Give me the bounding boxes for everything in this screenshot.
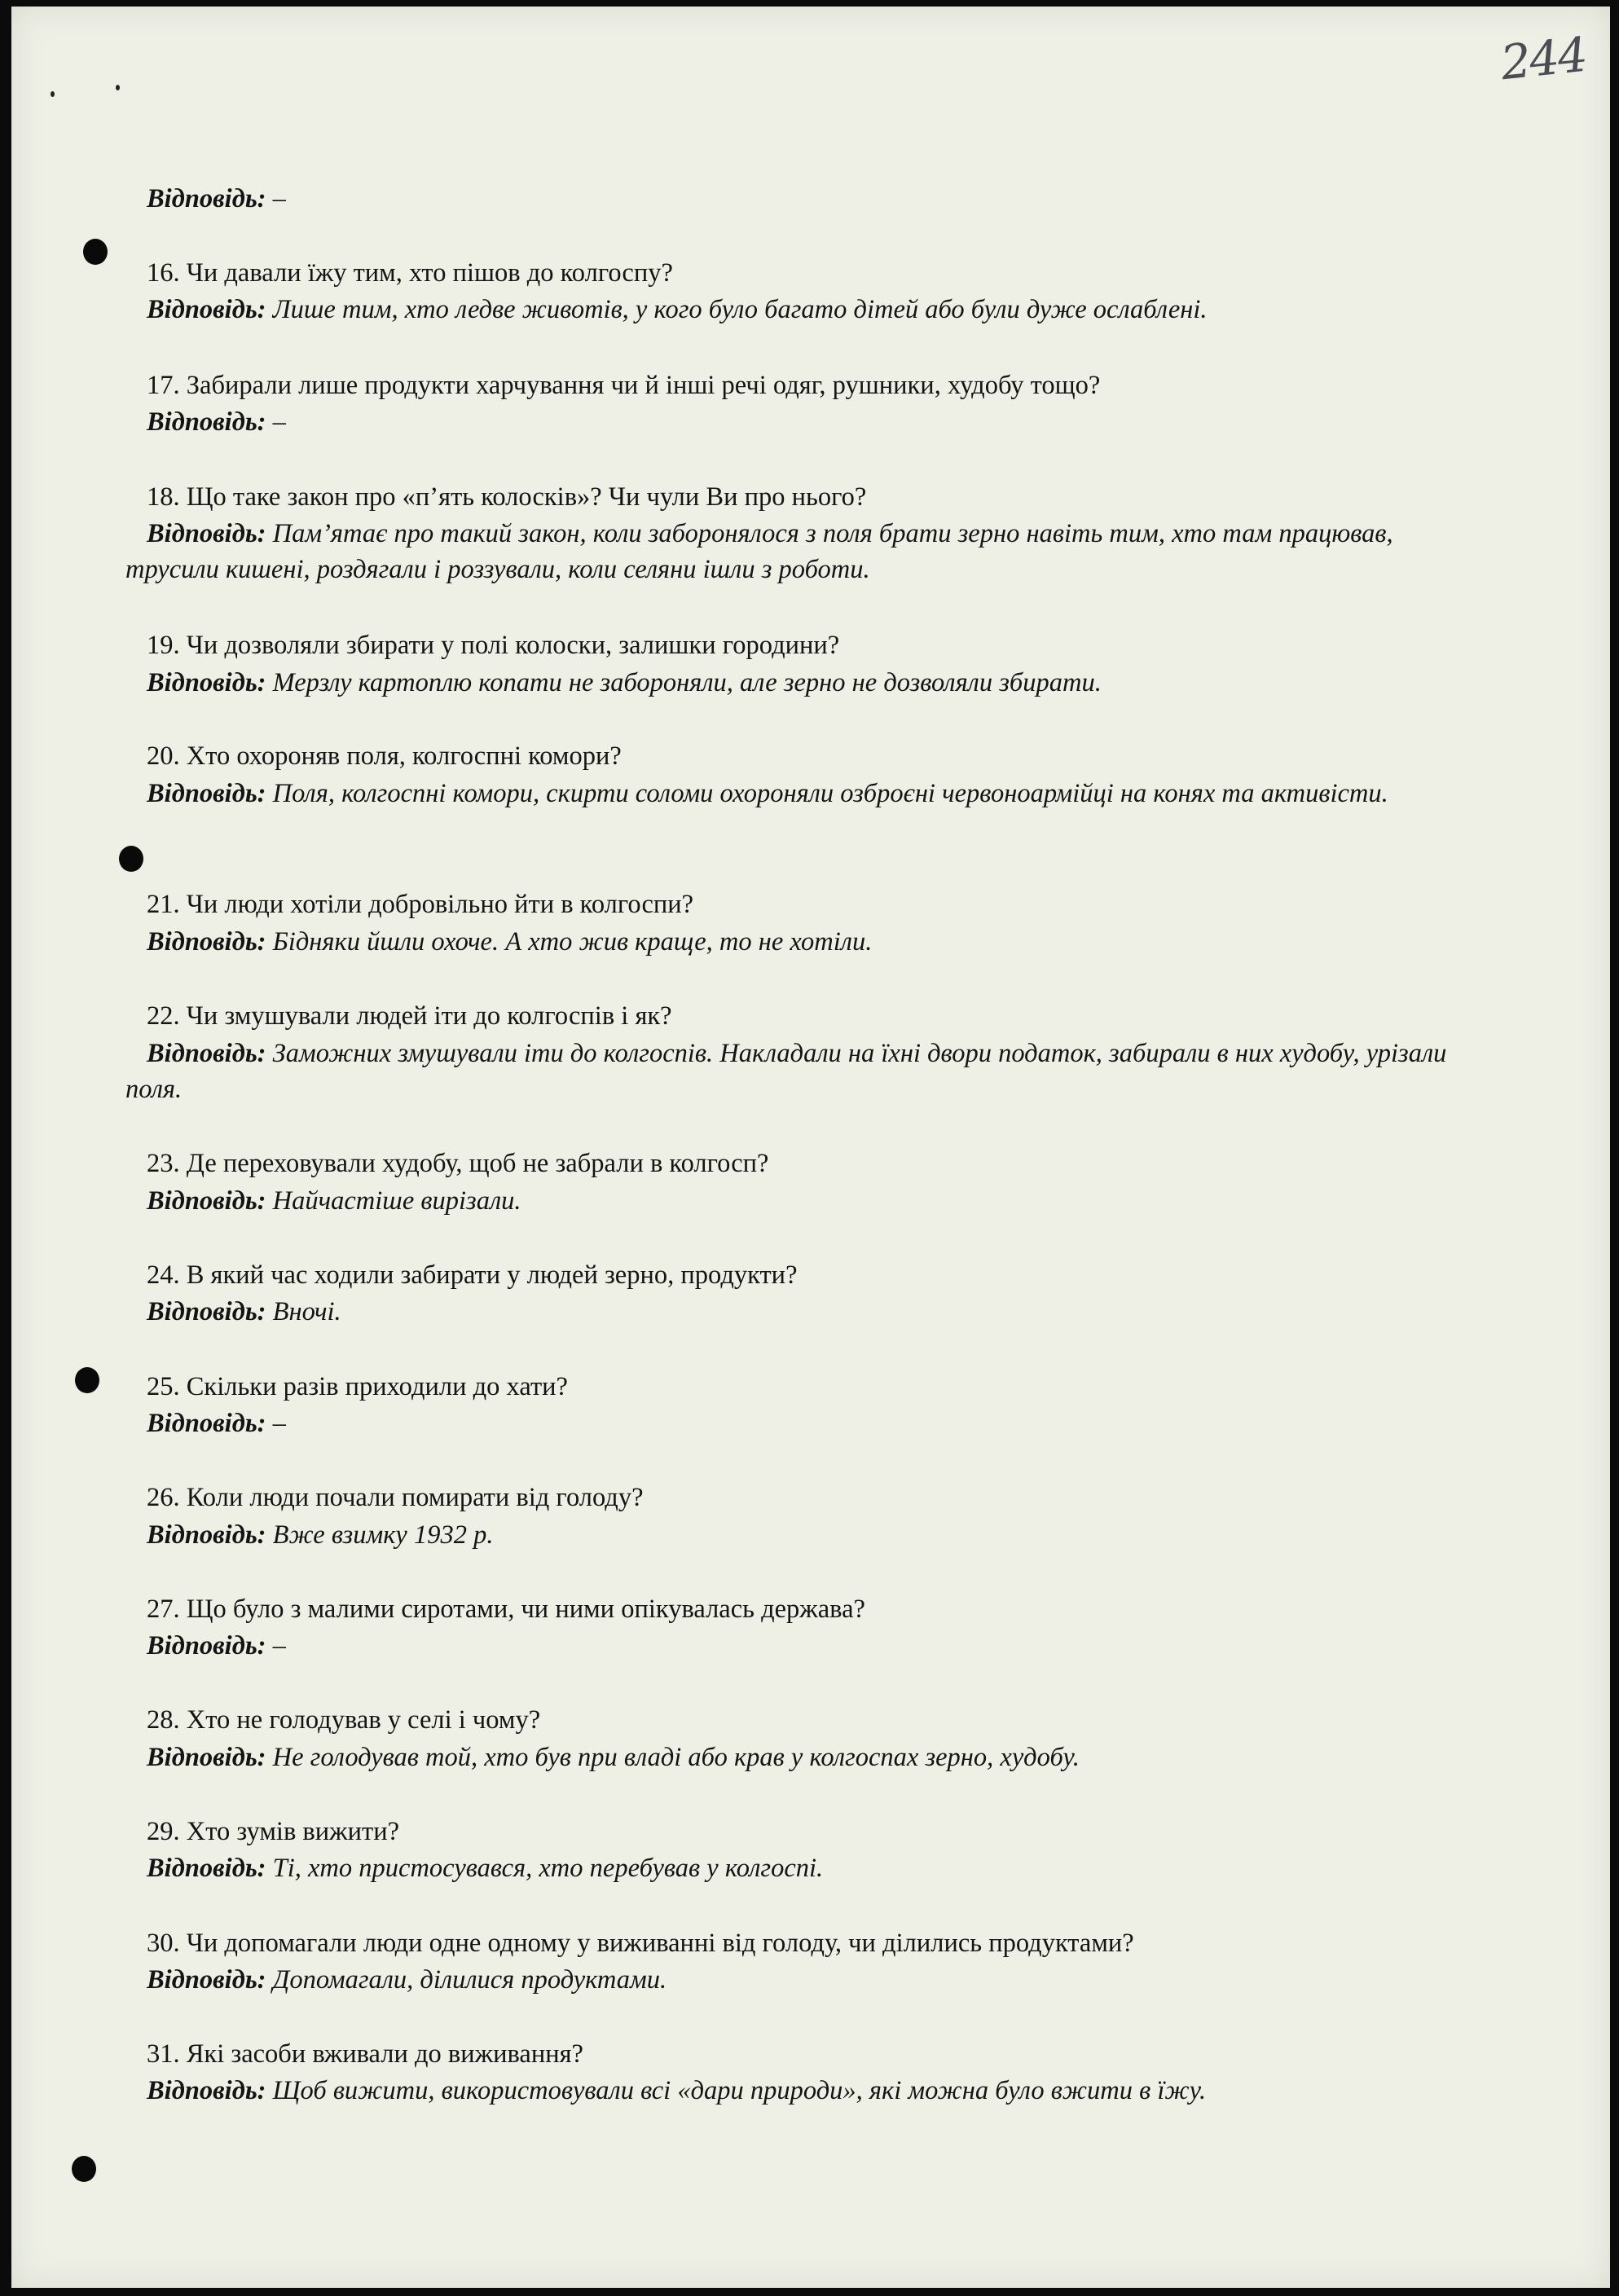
question-30: 30. Чи допомагали люди одне одному у виживанні від голоду, чи ділились продуктами? <box>147 1929 1134 1958</box>
answer-label: Відповідь: <box>147 1743 266 1772</box>
answer-text: Найчастіше вирізали. <box>272 1186 521 1216</box>
answer-label: Відповідь: <box>147 1297 266 1326</box>
answer-text: Вже взимку 1932 р. <box>272 1520 494 1550</box>
answer-text: Поля, колгоспні комори, скирти соломи охороняли озброєні червоноармійці на конях та активісти. <box>272 779 1388 808</box>
answer-16 <box>125 292 1499 328</box>
answer-26 <box>125 1517 1499 1553</box>
intro-answer <box>125 181 1499 217</box>
answer-label: Відповідь: <box>147 519 266 548</box>
answer-label: Відповідь: <box>147 668 266 697</box>
answer-label: Відповідь: <box>147 1520 266 1550</box>
answer-label: Відповідь: <box>147 2076 266 2105</box>
answer-text: Щоб вижити, використовували всі «дари природи», які можна було вжити в їжу. <box>272 2076 1207 2105</box>
answer-label: Відповідь: <box>147 407 266 437</box>
answer-label: Відповідь: <box>147 927 266 957</box>
answer-text: Лише тим, хто ледве животів, у кого було багато дітей або були дуже ослаблені. <box>272 295 1208 324</box>
answer-text: Не голодував той, хто був при владі або крав у колгоспах зерно, худобу. <box>272 1743 1080 1772</box>
answer-text: Вночі. <box>272 1297 341 1326</box>
answer-text: – <box>272 1409 286 1438</box>
answer-text: Пам’ятає про такий закон, коли заборонялося з поля брати зерно навіть тим, хто там працював, трусили кишені, роздягали і роззували, коли селяни ішли з роботи. <box>125 519 1393 584</box>
question-25: 25. Скільки разів приходили до хати? <box>147 1372 568 1401</box>
question-27: 27. Що було з малими сиротами, чи ними опікувалась держава? <box>147 1594 865 1624</box>
answer-label: Відповідь: <box>147 1186 266 1216</box>
question-28: 28. Хто не голодував у селі і чому? <box>147 1705 541 1735</box>
question-22: 22. Чи змушували людей іти до колгоспів і як? <box>147 1001 672 1031</box>
answer-label: Відповідь: <box>147 1039 266 1068</box>
question-23: 23. Де переховували худобу, щоб не забрали в колгосп? <box>147 1149 769 1178</box>
question-16: 16. Чи давали їжу тим, хто пішов до колгоспу? <box>147 258 673 288</box>
answer-27 <box>125 1628 1499 1664</box>
question-18: 18. Що таке закон про «п’ять колосків»? Чи чули Ви про нього? <box>147 482 867 512</box>
question-29: 29. Хто зумів вижити? <box>147 1817 400 1846</box>
answer-17 <box>125 404 1499 440</box>
question-26: 26. Коли люди почали помирати від голоду? <box>147 1483 644 1512</box>
answer-text: – <box>272 1631 286 1660</box>
answer-29 <box>125 1850 1499 1886</box>
answer-24 <box>125 1294 1499 1330</box>
answer-text: – <box>272 407 286 437</box>
document-page <box>11 7 1610 2288</box>
answer-28 <box>125 1740 1499 1775</box>
question-20: 20. Хто охороняв поля, колгоспні комори? <box>147 741 622 771</box>
answer-25 <box>125 1405 1499 1441</box>
question-31: 31. Які засоби вживали до виживання? <box>147 2039 583 2069</box>
answer-text: Ті, хто пристосувався, хто перебував у колгоспі. <box>272 1854 824 1883</box>
answer-label: Відповідь: <box>147 1854 266 1883</box>
question-17: 17. Забирали лише продукти харчування чи й інші речі одяг, рушники, худобу тощо? <box>147 371 1101 400</box>
answer-19 <box>125 665 1499 701</box>
answer-label: Відповідь: <box>147 295 266 324</box>
answer-22 <box>125 1036 1478 1107</box>
answer-text: Заможних змушували іти до колгоспів. Накладали на їхні двори податок, забирали в них худобу, урізали поля. <box>125 1039 1447 1104</box>
answer-label: Відповідь: <box>147 779 266 808</box>
answer-text: Допомагали, ділилися продуктами. <box>272 1965 667 1995</box>
answer-label: Відповідь: <box>147 1965 266 1995</box>
interview-content <box>11 7 1610 2288</box>
answer-label: Відповідь: <box>147 1409 266 1438</box>
question-21: 21. Чи люди хотіли добровільно йти в колгоспи? <box>147 890 694 919</box>
answer-23 <box>125 1183 1499 1219</box>
question-24: 24. В який час ходили забирати у людей зерно, продукти? <box>147 1260 798 1290</box>
answer-30 <box>125 1962 1499 1998</box>
question-19: 19. Чи дозволяли збирати у полі колоски, залишки городини? <box>147 631 840 660</box>
answer-31 <box>125 2073 1499 2109</box>
answer-text: Мерзлу картоплю копати не забороняли, але зерно не дозволяли збирати. <box>272 668 1102 697</box>
handwritten-page-number: 244 <box>1498 26 1589 91</box>
answer-label: Відповідь: <box>147 1631 266 1660</box>
answer-text: – <box>272 184 286 213</box>
answer-18 <box>125 516 1478 587</box>
answer-20 <box>125 776 1478 812</box>
answer-text: Бідняки йшли охоче. А хто жив краще, то не хотіли. <box>272 927 873 957</box>
answer-21 <box>125 924 1499 960</box>
answer-label: Відповідь: <box>147 184 266 213</box>
